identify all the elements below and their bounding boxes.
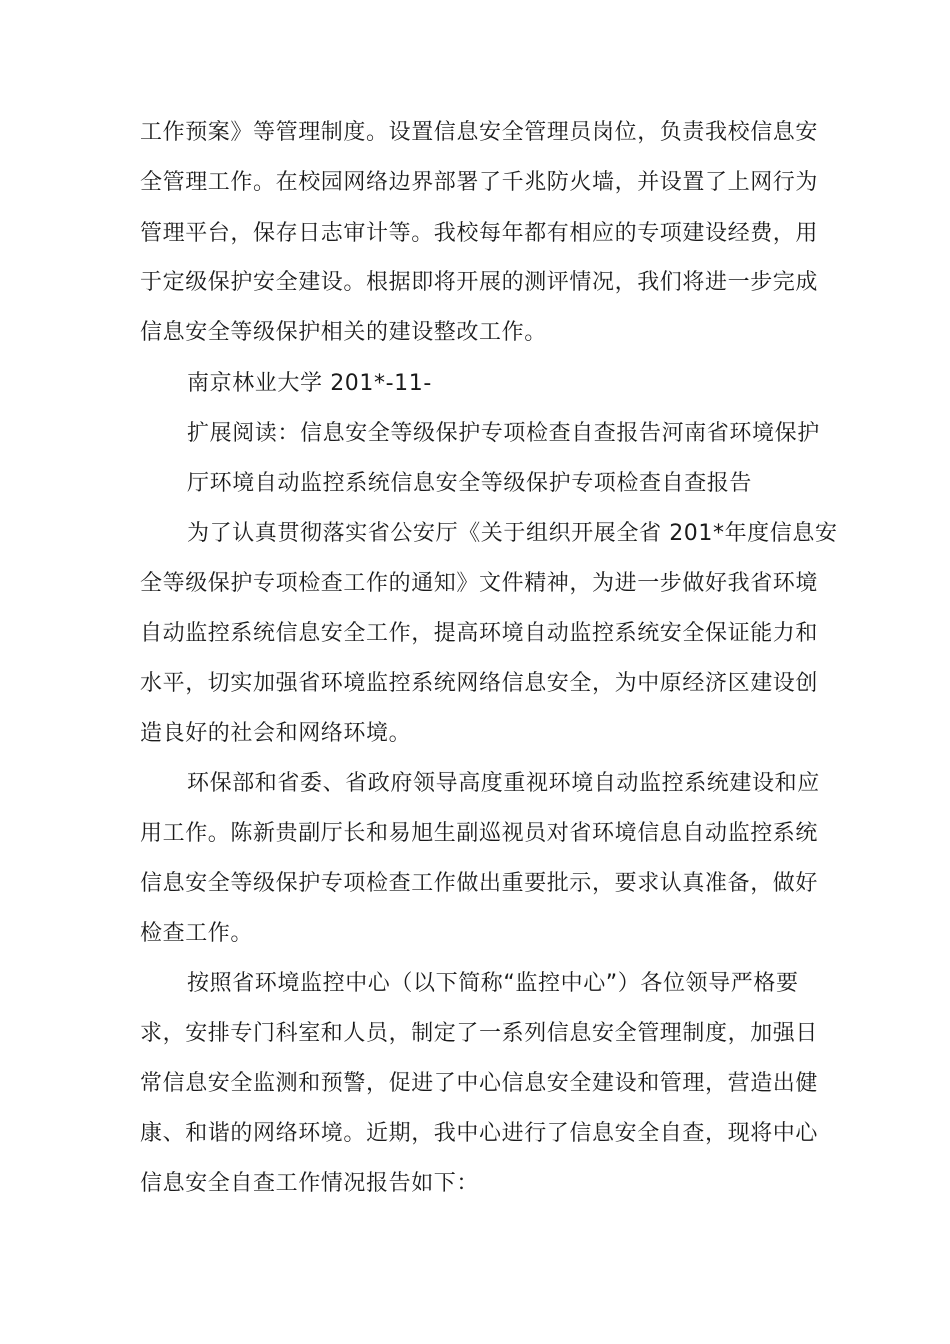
paragraph-line: 造良好的社会和网络环境。	[140, 721, 412, 746]
paragraph-line: 求，安排专门科室和人员，制定了一系列信息安全管理制度，加强日	[140, 1021, 819, 1046]
paragraph-line: 康、和谐的网络环境。近期，我中心进行了信息安全自查，现将中心	[140, 1121, 819, 1146]
paragraph-line: 检查工作。	[140, 921, 254, 946]
paragraph-line: 水平，切实加强省环境监控系统网络信息安全，为中原经济区建设创	[140, 671, 819, 696]
paragraph-line: 环保部和省委、省政府领导高度重视环境自动监控系统建设和应	[187, 771, 820, 796]
paragraph-line: 管理平台，保存日志审计等。我校每年都有相应的专项建设经费，用	[140, 221, 819, 246]
extended-reading-line: 扩展阅读：信息安全等级保护专项检查自查报告河南省环境保护	[187, 421, 820, 446]
paragraph-line: 用工作。陈新贵副厅长和易旭生副巡视员对省环境信息自动监控系统	[140, 821, 819, 846]
paragraph-line: 信息安全等级保护相关的建设整改工作。	[140, 320, 547, 345]
signature-line: 南京林业大学 201*-11-	[187, 371, 432, 396]
paragraph-line: 于定级保护安全建设。根据即将开展的测评情况，我们将进一步完成	[140, 270, 819, 295]
paragraph-line: 全管理工作。在校园网络边界部署了千兆防火墙，并设置了上网行为	[140, 170, 819, 195]
paragraph-line: 全等级保护专项检查工作的通知》文件精神，为进一步做好我省环境	[140, 571, 819, 596]
paragraph-line: 自动监控系统信息安全工作，提高环境自动监控系统安全保证能力和	[140, 621, 819, 646]
paragraph-line: 按照省环境监控中心（以下简称“监控中心”）各位领导严格要	[187, 971, 799, 996]
paragraph-line: 信息安全等级保护专项检查工作做出重要批示，要求认真准备，做好	[140, 871, 819, 896]
paragraph-line: 常信息安全监测和预警，促进了中心信息安全建设和管理，营造出健	[140, 1071, 819, 1096]
paragraph-line: 信息安全自查工作情况报告如下：	[140, 1171, 480, 1196]
report-title-line: 厅环境自动监控系统信息安全等级保护专项检查自查报告	[187, 471, 753, 496]
paragraph-line: 为了认真贯彻落实省公安厅《关于组织开展全省 201*年度信息安	[187, 521, 838, 546]
paragraph-line: 工作预案》等管理制度。设置信息安全管理员岗位，负责我校信息安	[140, 120, 819, 145]
